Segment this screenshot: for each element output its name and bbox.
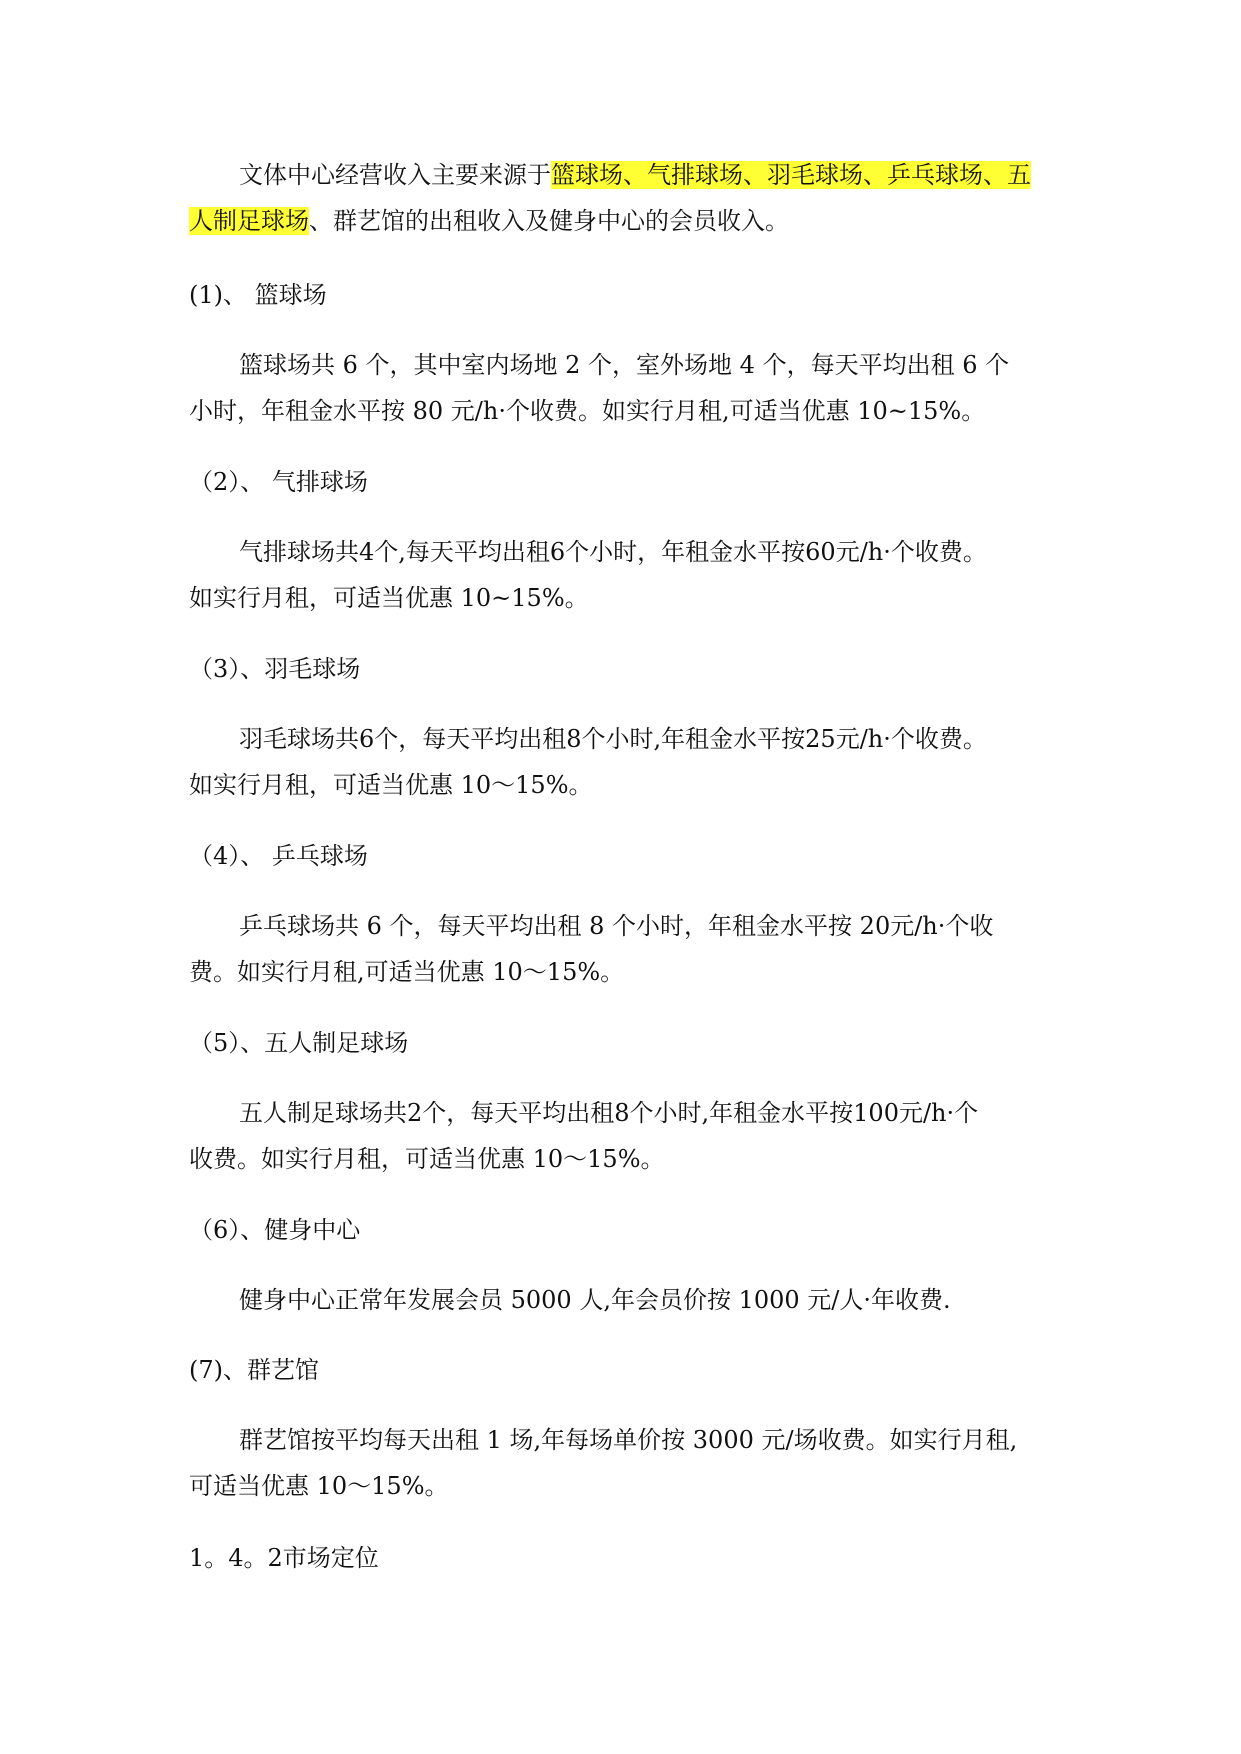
paragraph-line: 乒乓球场共 6 个，每天平均出租 8 个小时，年租金水平按 20元/h·个收 xyxy=(239,912,994,940)
paragraph-line: 篮球场共 6 个，其中室内场地 2 个，室外场地 4 个，每天平均出租 6 个 xyxy=(239,351,1010,379)
paragraph-line: 羽毛球场共6个，每天平均出租8个小时,年租金水平按25元/h·个收费。 xyxy=(239,725,987,753)
paragraph-line: 如实行月租，可适当优惠 10～15%。 xyxy=(189,771,593,799)
paragraph-line: 五人制足球场共2个，每天平均出租8个小时,年租金水平按100元/h·个 xyxy=(239,1099,979,1127)
paragraph-line: 可适当优惠 10～15%。 xyxy=(189,1472,449,1500)
intro-text: 、群艺馆的出租收入及健身中心的会员收入。 xyxy=(309,207,789,235)
intro-line-2 xyxy=(189,203,1059,239)
section-heading: （6）、健身中心 xyxy=(189,1216,361,1244)
paragraph-line: 收费。如实行月租，可适当优惠 10～15%。 xyxy=(189,1145,665,1173)
paragraph-line: 费。如实行月租,可适当优惠 10～15%。 xyxy=(189,958,625,986)
section-heading: （3）、羽毛球场 xyxy=(189,655,361,683)
section-heading: （4）、 乒乓球场 xyxy=(189,842,368,870)
paragraph-line: 小时，年租金水平按 80 元/h·个收费。如实行月租,可适当优惠 10~15%。 xyxy=(189,397,986,425)
highlighted-text: 人制足球场 xyxy=(189,207,309,235)
section-heading: （5）、五人制足球场 xyxy=(189,1029,409,1057)
intro-line-1 xyxy=(239,157,1109,193)
section-heading: （2）、 气排球场 xyxy=(189,468,368,496)
paragraph-line: 如实行月租，可适当优惠 10~15%。 xyxy=(189,584,589,612)
subsection-heading: 1。4。2市场定位 xyxy=(189,1544,379,1572)
paragraph-line: 健身中心正常年发展会员 5000 人,年会员价按 1000 元/人·年收费. xyxy=(239,1286,951,1314)
paragraph-line: 气排球场共4个,每天平均出租6个小时，年租金水平按60元/h·个收费。 xyxy=(239,538,987,566)
highlighted-text: 篮球场、气排球场、羽毛球场、乒乓球场、五 xyxy=(551,161,1031,189)
intro-text: 文体中心经营收入主要来源于 xyxy=(239,161,551,189)
section-heading: (7)、群艺馆 xyxy=(189,1356,319,1384)
paragraph-line: 群艺馆按平均每天出租 1 场,年每场单价按 3000 元/场收费。如实行月租, xyxy=(239,1426,1018,1454)
section-heading: (1)、 篮球场 xyxy=(189,281,327,309)
